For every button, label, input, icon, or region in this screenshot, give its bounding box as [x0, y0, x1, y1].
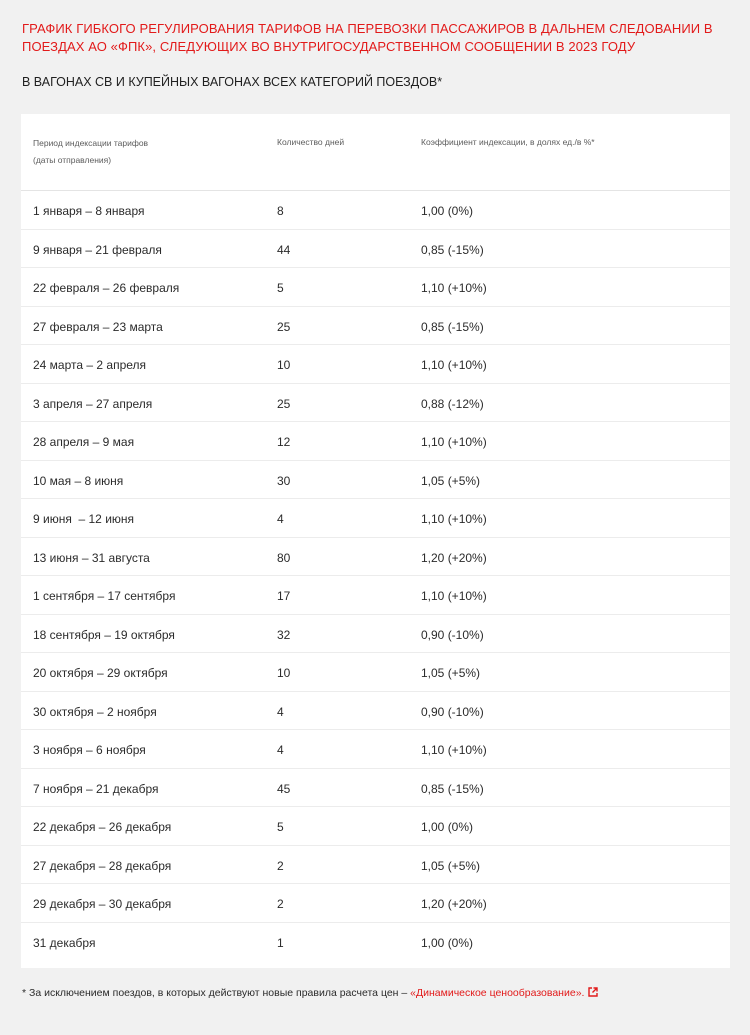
coef-cell: 1,05 (+5%): [421, 666, 481, 680]
coef-cell: 1,05 (+5%): [421, 473, 481, 488]
footnote: [22, 986, 732, 1000]
table-row: [21, 846, 730, 885]
period-cell: 27 декабря – 28 декабря: [33, 858, 172, 873]
table-row: [21, 615, 730, 654]
days-cell: 12: [277, 435, 291, 449]
days-cell: 44: [277, 242, 291, 257]
days-cell: 4: [277, 743, 284, 757]
header-period-line2: (даты отправления): [33, 155, 112, 165]
period-cell: 1 сентября – 17 сентября: [33, 589, 176, 603]
header-period-line1: Период индексации тарифов: [33, 138, 149, 148]
coef-cell: 1,00 (0%): [421, 935, 474, 950]
coef-cell: 0,85 (-15%): [421, 781, 484, 796]
table-row: [21, 345, 730, 384]
days-cell: 4: [277, 512, 284, 526]
coef-cell: 1,00 (0%): [421, 820, 474, 834]
table-row: [21, 730, 730, 769]
period-cell: 13 июня – 31 августа: [33, 550, 150, 565]
table-subtitle: В ВАГОНАХ СВ И КУПЕЙНЫХ ВАГОНАХ ВСЕХ КАТЕГОРИЙ ПОЕЗДОВ*: [22, 75, 443, 89]
coef-cell: 1,10 (+10%): [421, 512, 487, 526]
period-cell: 30 октября – 2 ноября: [33, 704, 157, 719]
table-row: [21, 461, 730, 500]
days-cell: 1: [277, 935, 284, 950]
footnote-text: * За исключением поездов, в которых действуют новые правила расчета цен –: [22, 987, 411, 999]
coef-cell: 1,10 (+10%): [421, 435, 487, 449]
coef-cell: 1,10 (+10%): [421, 743, 487, 757]
days-cell: 25: [277, 396, 291, 411]
coef-cell: 0,85 (-15%): [421, 319, 484, 334]
days-cell: 30: [277, 473, 291, 488]
period-cell: 18 сентября – 19 октября: [33, 627, 175, 642]
period-cell: 7 ноября – 21 декабря: [33, 781, 159, 796]
days-cell: 10: [277, 358, 291, 372]
period-cell: 20 октября – 29 октября: [33, 666, 168, 680]
coef-cell: 1,10 (+10%): [421, 589, 487, 603]
days-cell: 17: [277, 589, 291, 603]
header-days: Количество дней: [277, 137, 345, 147]
coef-cell: 1,00 (0%): [421, 204, 474, 218]
coef-cell: 1,05 (+5%): [421, 858, 481, 873]
table-row: [21, 499, 730, 538]
days-cell: 25: [277, 319, 291, 334]
header-period: [33, 135, 233, 169]
table-row: [21, 576, 730, 615]
period-cell: 31 декабря: [33, 935, 96, 950]
period-cell: 24 марта – 2 апреля: [33, 358, 147, 372]
coef-cell: 1,10 (+10%): [421, 358, 487, 372]
period-cell: 28 апреля – 9 мая: [33, 435, 135, 449]
coef-cell: 1,10 (+10%): [421, 281, 487, 295]
table-body: [21, 191, 730, 960]
period-cell: 3 ноября – 6 ноября: [33, 743, 146, 757]
coef-cell: 1,20 (+20%): [421, 550, 487, 565]
period-cell: 10 мая – 8 июня: [33, 473, 124, 488]
external-link-icon[interactable]: [588, 987, 598, 997]
table-row: [21, 230, 730, 269]
table-row: [21, 653, 730, 692]
table-row: [21, 422, 730, 461]
table-row: [21, 307, 730, 346]
page-title: ГРАФИК ГИБКОГО РЕГУЛИРОВАНИЯ ТАРИФОВ НА ПЕРЕВОЗКИ ПАССАЖИРОВ В ДАЛЬНЕМ СЛЕДОВАНИИ В ПОЕЗДАХ АО «ФПК», СЛЕДУЮЩИХ ВО ВНУТРИГОСУДАРСТВЕННОМ СООБЩЕНИИ В 2023 ГОДУ: [22, 21, 713, 54]
coef-cell: 0,90 (-10%): [421, 627, 484, 642]
period-cell: 1 января – 8 января: [33, 204, 145, 218]
dynamic-pricing-link[interactable]: «Динамическое ценообразование».: [410, 987, 585, 999]
period-cell: 22 февраля – 26 февраля: [33, 281, 180, 295]
table-row: [21, 538, 730, 577]
days-cell: 5: [277, 820, 284, 834]
table-row: [21, 692, 730, 731]
days-cell: 5: [277, 281, 284, 295]
days-cell: 80: [277, 550, 291, 565]
days-cell: 8: [277, 204, 284, 218]
period-cell: 27 февраля – 23 марта: [33, 319, 163, 334]
table-row: [21, 807, 730, 846]
days-cell: 10: [277, 666, 291, 680]
tariff-table: [21, 114, 730, 968]
period-cell: 29 декабря – 30 декабря: [33, 897, 172, 911]
header-coef: Коэффициент индексации, в долях ед./в %*: [421, 137, 595, 147]
period-cell: 3 апреля – 27 апреля: [33, 396, 153, 411]
coef-cell: 0,85 (-15%): [421, 242, 484, 257]
days-cell: 32: [277, 627, 291, 642]
days-cell: 2: [277, 897, 284, 911]
period-cell: 9 июня – 12 июня: [33, 512, 135, 526]
days-cell: 4: [277, 704, 284, 719]
coef-cell: 1,20 (+20%): [421, 897, 487, 911]
period-cell: 22 декабря – 26 декабря: [33, 820, 172, 834]
table-row: [21, 268, 730, 307]
period-cell: 9 января – 21 февраля: [33, 242, 162, 257]
table-row: [21, 191, 730, 230]
days-cell: 2: [277, 858, 284, 873]
coef-cell: 0,88 (-12%): [421, 396, 484, 411]
table-row: [21, 923, 730, 961]
table-row: [21, 769, 730, 808]
table-row: [21, 884, 730, 923]
days-cell: 45: [277, 781, 291, 796]
coef-cell: 0,90 (-10%): [421, 704, 484, 719]
table-header: [21, 114, 730, 191]
table-row: [21, 384, 730, 423]
